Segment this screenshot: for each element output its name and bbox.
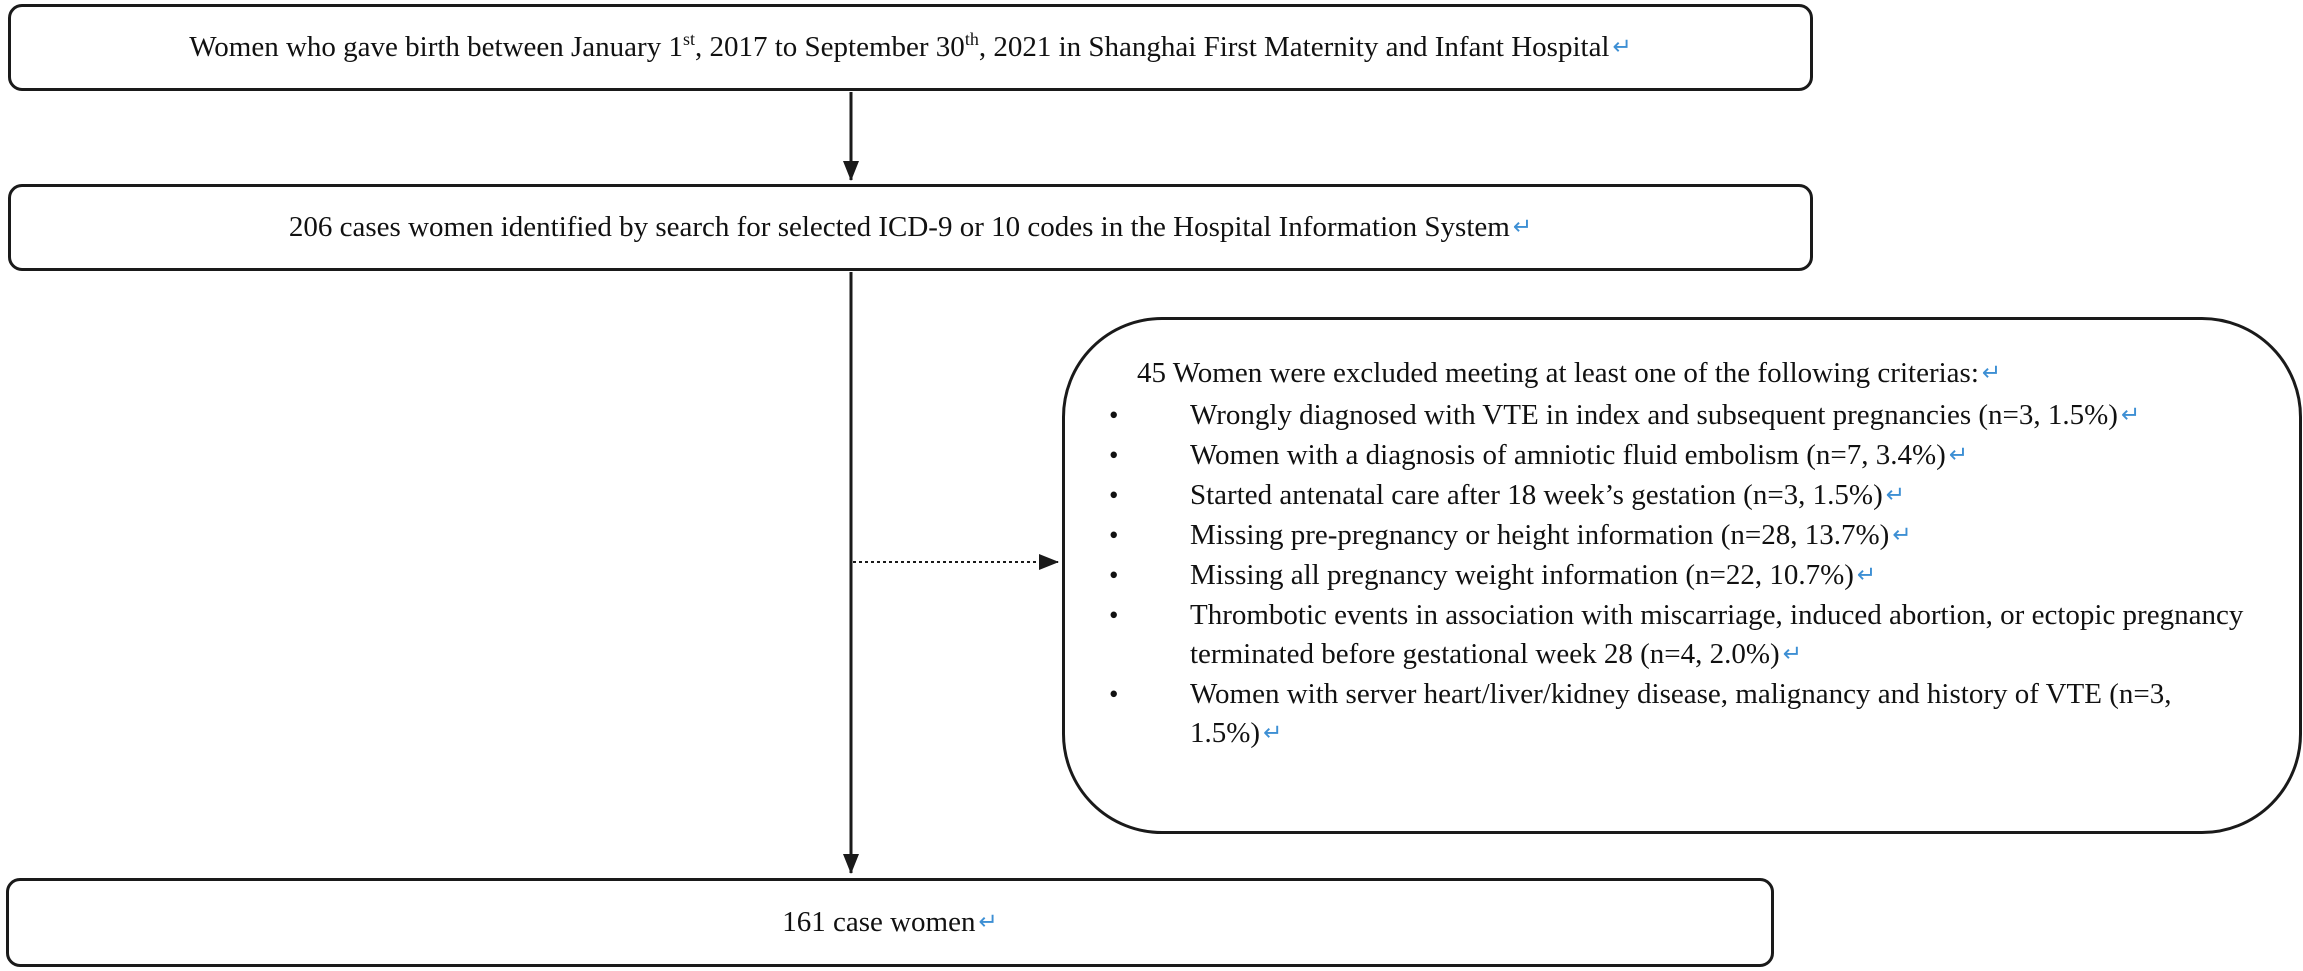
bullet-icon: •	[1109, 440, 1119, 470]
identified-cases-box	[8, 184, 1813, 271]
return-mark-icon: ↵	[2120, 402, 2141, 428]
start-sup-2: th	[964, 29, 979, 49]
final-cohort-text	[782, 908, 998, 937]
return-mark-icon: ↵	[978, 909, 998, 935]
exclusion-item	[1101, 396, 2271, 435]
exclusion-item	[1101, 556, 2271, 595]
bullet-icon: •	[1109, 480, 1119, 510]
exclusion-item-text: Missing pre-pregnancy or height information (n=28, 13.7%)	[1190, 519, 1890, 551]
return-mark-icon: ↵	[1512, 214, 1533, 240]
start-sup-1: st	[682, 29, 695, 49]
exclusion-heading	[1137, 357, 2001, 390]
exclusion-item	[1101, 476, 2271, 515]
start-population-box	[8, 4, 1813, 91]
final-text: 161 case women	[782, 906, 976, 938]
exclusion-item	[1101, 436, 2271, 475]
start-text-part-3: , 2021 in Shanghai First Maternity and Infant Hospital	[978, 31, 1610, 63]
exclusion-item-text: Women with a diagnosis of amniotic fluid embolism (n=7, 3.4%)	[1190, 439, 1946, 471]
exclusion-heading-text: 45 Women were excluded meeting at least one of the following criterias:	[1137, 357, 1979, 389]
bullet-icon: •	[1109, 600, 1119, 630]
exclusion-list	[1101, 396, 2271, 754]
return-mark-icon: ↵	[1612, 34, 1632, 60]
exclusion-criteria-box	[1062, 317, 2302, 834]
return-mark-icon: ↵	[1782, 641, 1802, 667]
bullet-icon: •	[1109, 679, 1119, 709]
identified-cases-text	[289, 213, 1532, 242]
exclusion-item	[1101, 516, 2271, 555]
exclusion-item-text: Started antenatal care after 18 week’s gestation (n=3, 1.5%)	[1190, 479, 1883, 511]
start-text-part-1: Women who gave birth between January 1	[189, 31, 683, 63]
bullet-icon: •	[1109, 560, 1119, 590]
return-mark-icon: ↵	[1981, 360, 2002, 386]
return-mark-icon: ↵	[1892, 522, 1912, 548]
start-population-text	[189, 29, 1632, 63]
bullet-icon: •	[1109, 520, 1119, 550]
bullet-icon: •	[1109, 400, 1119, 430]
return-mark-icon: ↵	[1263, 720, 1283, 746]
return-mark-icon: ↵	[1885, 482, 1906, 508]
return-mark-icon: ↵	[1856, 562, 1877, 588]
final-cohort-box	[6, 878, 1774, 967]
identified-text: 206 cases women identified by search for selected ICD-9 or 10 codes in the Hospital Information System	[288, 211, 1510, 243]
exclusion-item-text: Women with server heart/liver/kidney disease, malignancy and history of VTE (n=3, 1.5%)	[1190, 678, 2172, 749]
return-mark-icon: ↵	[1948, 442, 1969, 468]
exclusion-item	[1101, 596, 2271, 674]
exclusion-item	[1101, 675, 2271, 753]
exclusion-item-text: Wrongly diagnosed with VTE in index and subsequent pregnancies (n=3, 1.5%)	[1190, 399, 2118, 431]
exclusion-item-text: Thrombotic events in association with miscarriage, induced abortion, or ectopic pregnancy terminated before gestational week 28 (n=4, 2.0%)	[1190, 599, 2244, 670]
start-text-part-2: , 2017 to September 30	[694, 31, 965, 63]
exclusion-item-text: Missing all pregnancy weight information (n=22, 10.7%)	[1190, 559, 1854, 591]
